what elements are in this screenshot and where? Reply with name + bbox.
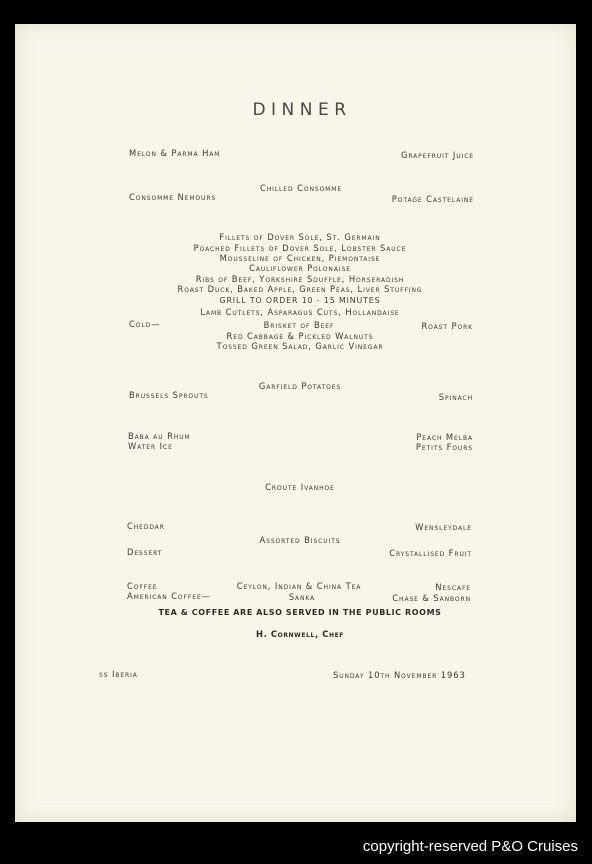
starter-right: Grapefruit Juice (400, 150, 474, 160)
beverage-coffee: Coffee (127, 581, 158, 591)
cold-line2: Red Cabbage & Pickled Walnuts (226, 331, 374, 341)
soup-center: Chilled Consomme (259, 183, 343, 193)
sweet-right-1: Peach Melba (416, 432, 473, 442)
sweet-left-2: Water Ice (128, 441, 173, 451)
main-item: Roast Duck, Baked Apple, Green Peas, Liver Stuffing (177, 284, 423, 294)
cheese-right: Wensleydale (415, 522, 472, 532)
savoury: Croute Ivanhoe (265, 482, 335, 492)
grill-note: GRILL TO ORDER 10 - 15 MINUTES (219, 296, 381, 305)
beverage-nescafe: Nescafe (435, 582, 471, 592)
soup-right: Potage Castelaine (391, 194, 474, 204)
sweet-left-1: Baba au Rhum (128, 431, 191, 441)
main-item: Lamb Cutlets, Asparagus Cuts, Hollandaise (200, 307, 400, 317)
starter-left: Melon & Parma Ham (129, 148, 221, 158)
menu-title: DINNER (252, 100, 352, 120)
beverage-teas: Ceylon, Indian & China Tea (236, 581, 362, 591)
vegetable-center: Garfield Potatoes (258, 381, 342, 391)
beverage-chase: Chase & Sanborn (392, 593, 471, 603)
dessert-left: Dessert (127, 547, 163, 557)
cold-right: Roast Pork (421, 321, 473, 331)
cold-label: Cold— (129, 319, 161, 329)
vegetable-left: Brussels Sprouts (129, 390, 209, 400)
main-item: Poached Fillets of Dover Sole, Lobster Sauce (193, 243, 407, 253)
main-item: Ribs of Beef, Yorkshire Souffle, Horseradish (195, 274, 405, 284)
main-item: Fillets of Dover Sole, St. Germain (219, 232, 381, 242)
main-item: Mousseline of Chicken, Piemontaise (219, 253, 381, 263)
soup-left: Consomme Nemours (129, 192, 217, 202)
ship-name: ss Iberia (99, 669, 138, 679)
main-item: Cauliflower Polonaise (249, 263, 351, 273)
sweet-right-2: Petits Fours (415, 442, 473, 452)
public-rooms-notice: TEA & COFFEE ARE ALSO SERVED IN THE PUBLIC ROOMS (158, 608, 442, 617)
beverage-american: American Coffee— (127, 591, 211, 601)
cheese-center: Assorted Biscuits (259, 535, 341, 545)
cold-line3: Tossed Green Salad, Garlic Vinegar (216, 341, 384, 351)
menu-card (15, 24, 576, 822)
chef-signature: H. Cornwell, Chef (255, 629, 345, 639)
beverage-sanka: Sanka (288, 592, 316, 602)
copyright-notice: copyright-reserved P&O Cruises (362, 838, 578, 855)
menu-date: Sunday 10th November 1963 (333, 670, 466, 680)
cold-middle: Brisket of Beef (263, 320, 335, 330)
vegetable-right: Spinach (438, 392, 473, 402)
cheese-left: Cheddar (127, 521, 165, 531)
dessert-right: Crystallised Fruit (389, 548, 472, 558)
